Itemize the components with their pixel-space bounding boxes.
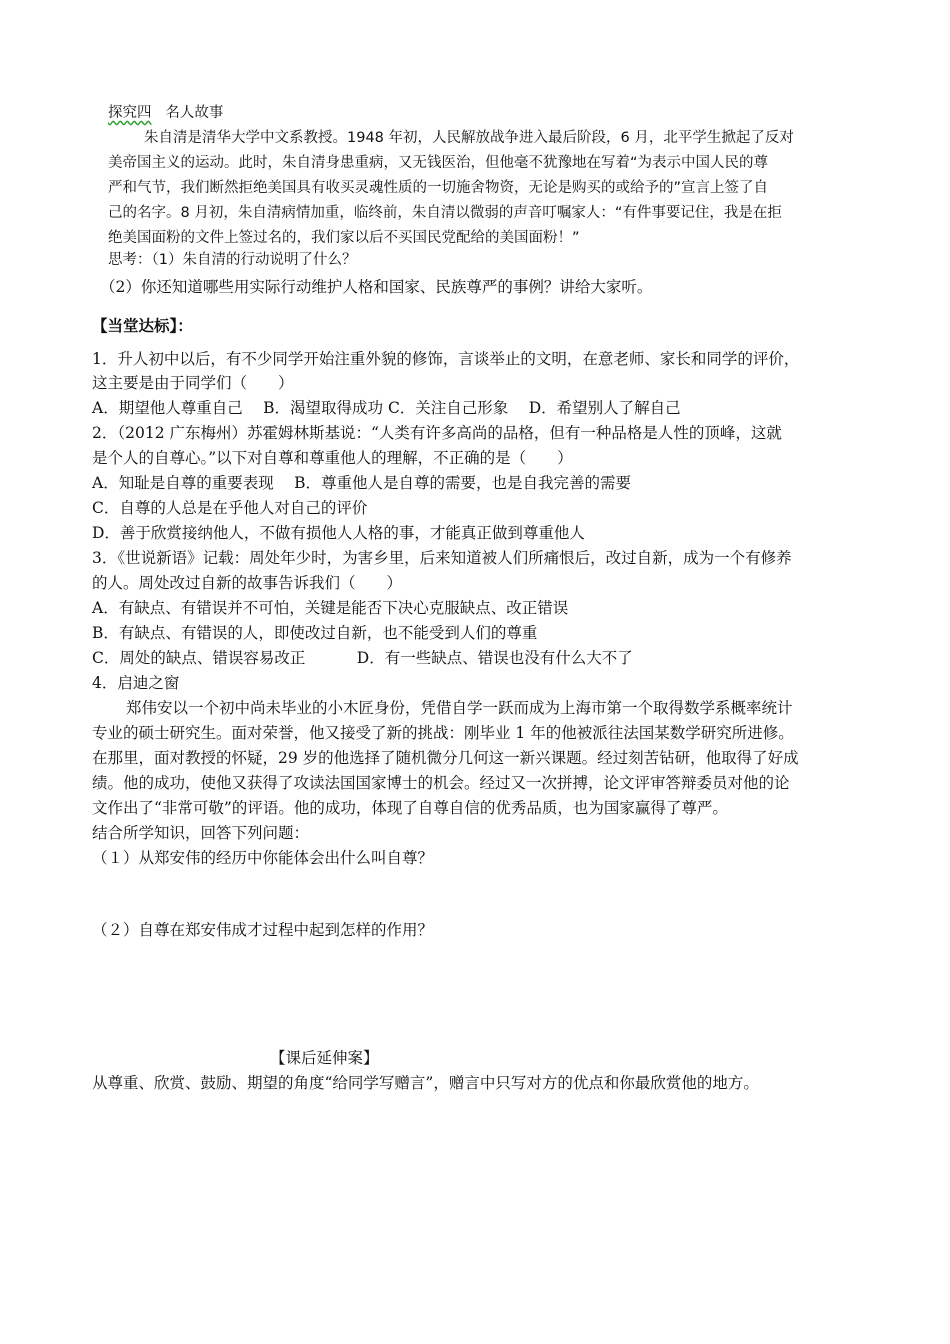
section4-paragraph-line: 严和气节，我们断然拒绝美国具有收买灵魂性质的一切施舍物资，无论是购买的或给予的”宣言上签了自 bbox=[108, 180, 769, 196]
section4-think-question-2: （2）你还知道哪些用实际行动维护人格和国家、民族尊严的事例？讲给大家听。 bbox=[100, 278, 653, 296]
q4-passage-line: 文作出了“非常可敬”的评语。他的成功，体现了自尊自信的优秀品质，也为国家赢得了尊严。 bbox=[92, 799, 728, 817]
q1-stem-line: 1．升人初中以后，有不少同学开始注重外貌的修饰，言谈举止的文明，在意老师、家长和同学的评价， bbox=[92, 350, 800, 368]
q3-stem-line: 3．《世说新语》记载：周处年少时，为害乡里，后来知道被人们所痛恨后，改过自新，成为一个有修养 bbox=[92, 549, 792, 567]
q4-passage-line: 郑伟安以一个初中尚未毕业的小木匠身份，凭借自学一跃而成为上海市第一个取得数学系概率统计 bbox=[126, 699, 793, 717]
q3-option: A．有缺点、有错误并不可怕，关键是能否下决心克服缺点、改正错误 bbox=[92, 599, 569, 617]
section4-paragraph-line: 绝美国面粉的文件上签过名的，我们家以后不买国民党配给的美国面粉！” bbox=[108, 230, 580, 246]
homework-heading: 【课后延伸案】 bbox=[270, 1049, 379, 1067]
q2-option: D．善于欣赏接纳他人，不做有损他人人格的事，才能真正做到尊重他人 bbox=[92, 524, 585, 542]
section4-paragraph-line: 己的名字。8 月初，朱自清病情加重，临终前，朱自清以微弱的声音叮嘱家人：“有件事要记住，我是在拒 bbox=[108, 205, 782, 221]
q4-passage-line: 专业的硕士研究生。面对荣誉，他又接受了新的挑战：刚毕业 1 年的他被派往法国某数学研究所进修。 bbox=[92, 724, 794, 742]
section4-paragraph-line: 美帝国主义的运动。此时，朱自清身患重病，又无钱医治，但他毫不犹豫地在写着“为表示中国人民的尊 bbox=[108, 155, 769, 171]
q4-passage-line: 在那里，面对教授的怀疑，29 岁的他选择了随机微分几何这一新兴课题。经过刻苦钻研，他取得了好成 bbox=[92, 749, 799, 767]
q4-sub-question-2: （２）自尊在郑安伟成才过程中起到怎样的作用？ bbox=[92, 921, 434, 939]
q1-options: A．期望他人尊重自己 B．渴望取得成功 C．关注自己形象 D．希望别人了解自己 bbox=[92, 399, 681, 417]
q3-option: C．周处的缺点、错误容易改正 D．有一些缺点、错误也没有什么大不了 bbox=[92, 649, 633, 667]
section4-heading-tag: 探究四 bbox=[108, 105, 152, 121]
q2-option: C．自尊的人总是在乎他人对自己的评价 bbox=[92, 499, 368, 517]
q4-instruction: 结合所学知识，回答下列问题： bbox=[92, 824, 310, 842]
section4-think-question-1: 思考：（1）朱自清的行动说明了什么？ bbox=[108, 252, 357, 268]
class-test-heading: 【当堂达标】： bbox=[92, 316, 193, 335]
section4-heading-title: 名人故事 bbox=[165, 105, 224, 121]
homework-text: 从尊重、欣赏、鼓励、期望的角度“给同学写赠言”，赠言中只写对方的优点和你最欣赏他的地方。 bbox=[92, 1074, 759, 1092]
section4-heading bbox=[108, 103, 223, 123]
q4-sub-question-1: （１）从郑安伟的经历中你能体会出什么叫自尊？ bbox=[92, 849, 434, 867]
q3-stem-line: 的人。周处改过自新的故事告诉我们（ ） bbox=[92, 574, 403, 592]
q2-stem-line: 2．（2012 广东梅州）苏霍姆林斯基说：“人类有许多高尚的品格，但有一种品格是人性的顶峰，这就 bbox=[92, 424, 782, 442]
q3-option: B．有缺点、有错误的人，即使改过自新，也不能受到人们的尊重 bbox=[92, 624, 538, 642]
q2-stem-line: 是个人的自尊心。”以下对自尊和尊重他人的理解，不正确的是（ ） bbox=[92, 449, 573, 467]
q4-passage-line: 绩。他的成功，使他又获得了攻读法国国家博士的机会。经过又一次拼搏，论文评审答辩委员对他的论 bbox=[92, 774, 790, 792]
q1-stem-line: 这主要是由于同学们（ ） bbox=[92, 374, 294, 392]
section4-paragraph-line: 朱自清是清华大学中文系教授。1948 年初，人民解放战争进入最后阶段，6 月，北平学生掀起了反对 bbox=[144, 130, 794, 146]
q4-title: 4．启迪之窗 bbox=[92, 674, 180, 692]
q2-option: A．知耻是自尊的重要表现 B．尊重他人是自尊的需要，也是自我完善的需要 bbox=[92, 474, 632, 492]
